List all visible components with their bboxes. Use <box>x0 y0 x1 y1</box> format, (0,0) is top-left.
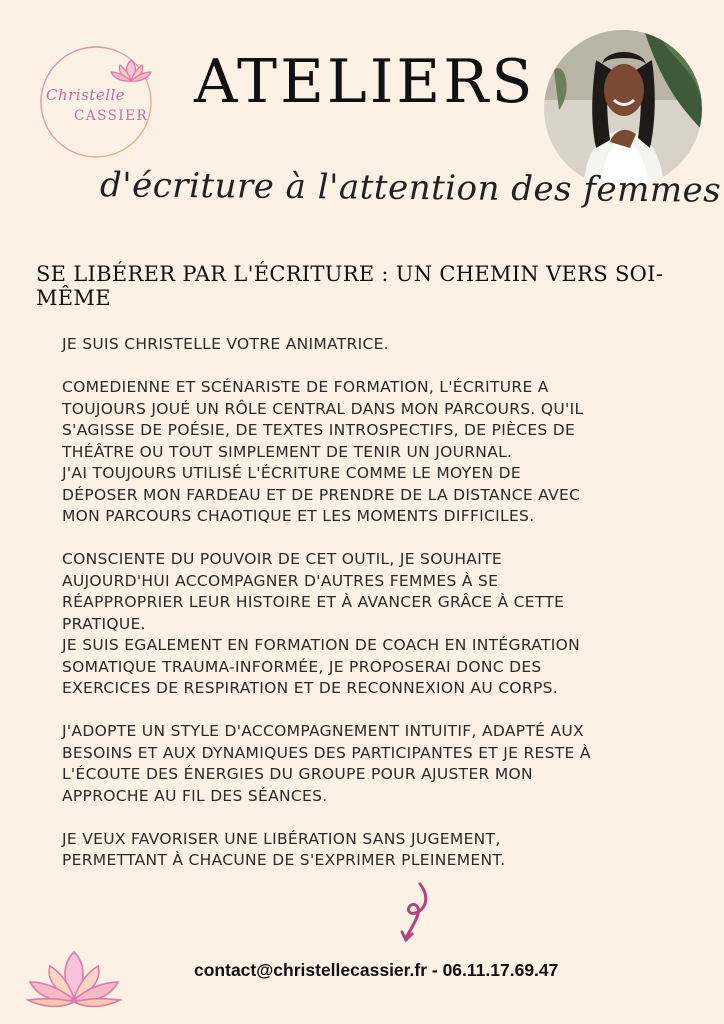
page-title: ATELIERS <box>194 47 536 117</box>
page-subtitle: d'écriture à l'attention des femmes <box>99 165 722 211</box>
swirl-icon <box>398 880 438 944</box>
lotus-icon <box>24 946 124 1012</box>
brand-logo <box>38 42 156 160</box>
logo-caps-name: CASSIER <box>74 108 149 124</box>
portrait-photo <box>544 30 702 188</box>
logo-script-name: Christelle <box>46 86 126 104</box>
lotus-icon <box>108 56 154 86</box>
paragraph: J'ADOPTE UN STYLE D'ACCOMPAGNEMENT INTUITIF, ADAPTÉ AUX BESOINS ET AUX DYNAMIQUES DES PARTICIPANTES ET JE RESTE À L'ÉCOUTE DES ÉNERGIES DU GROUPE POUR AJUSTER MON APPROCHE AU FIL DES SÉANCES. <box>62 722 591 805</box>
body-text <box>62 334 662 893</box>
paragraph: JE SUIS CHRISTELLE VOTRE ANIMATRICE. <box>62 335 389 353</box>
paragraph: CONSCIENTE DU POUVOIR DE CET OUTIL, JE SOUHAITE AUJOURD'HUI ACCOMPAGNER D'AUTRES FEMMES À SE RÉAPPROPRIER LEUR HISTOIRE ET À AVANCER GRÂCE À CETTE PRATIQUE. JE SUIS EGALEMENT EN FORMATION DE COACH EN INTÉGRATION SOMATIQUE TRAUMA-INFORMÉE, JE PROPOSERAI DONC DES EXERCICES DE RESPIRATION ET DE RECONNEXION AU CORPS. <box>62 550 581 697</box>
contact-info[interactable]: contact@christellecassier.fr - 06.11.17.69.47 <box>194 960 559 980</box>
paragraph: JE VEUX FAVORISER UNE LIBÉRATION SANS JUGEMENT, PERMETTANT À CHACUNE DE S'EXPRIMER PLEINEMENT. <box>62 829 506 869</box>
section-heading: SE LIBÉRER PAR L'ÉCRITURE : UN CHEMIN VERS SOI-MÊME <box>36 262 664 310</box>
paragraph: COMEDIENNE ET SCÉNARISTE DE FORMATION, L'ÉCRITURE A TOUJOURS JOUÉ UN RÔLE CENTRAL DANS MON PARCOURS. QU'IL S'AGISSE DE POÉSIE, DE TEXTES INTROSPECTIFS, DE PIÈCES DE THÉÂTRE OU TOUT SIMPLEMENT DE TENIR UN JOURNAL. J'AI TOUJOURS UTILISÉ L'ÉCRITURE COMME LE MOYEN DE DÉPOSER MON FARDEAU ET DE PRENDRE DE LA DISTANCE AVEC MON PARCOURS CHAOTIQUE ET LES MOMENTS DIFFICILES. <box>62 378 584 525</box>
